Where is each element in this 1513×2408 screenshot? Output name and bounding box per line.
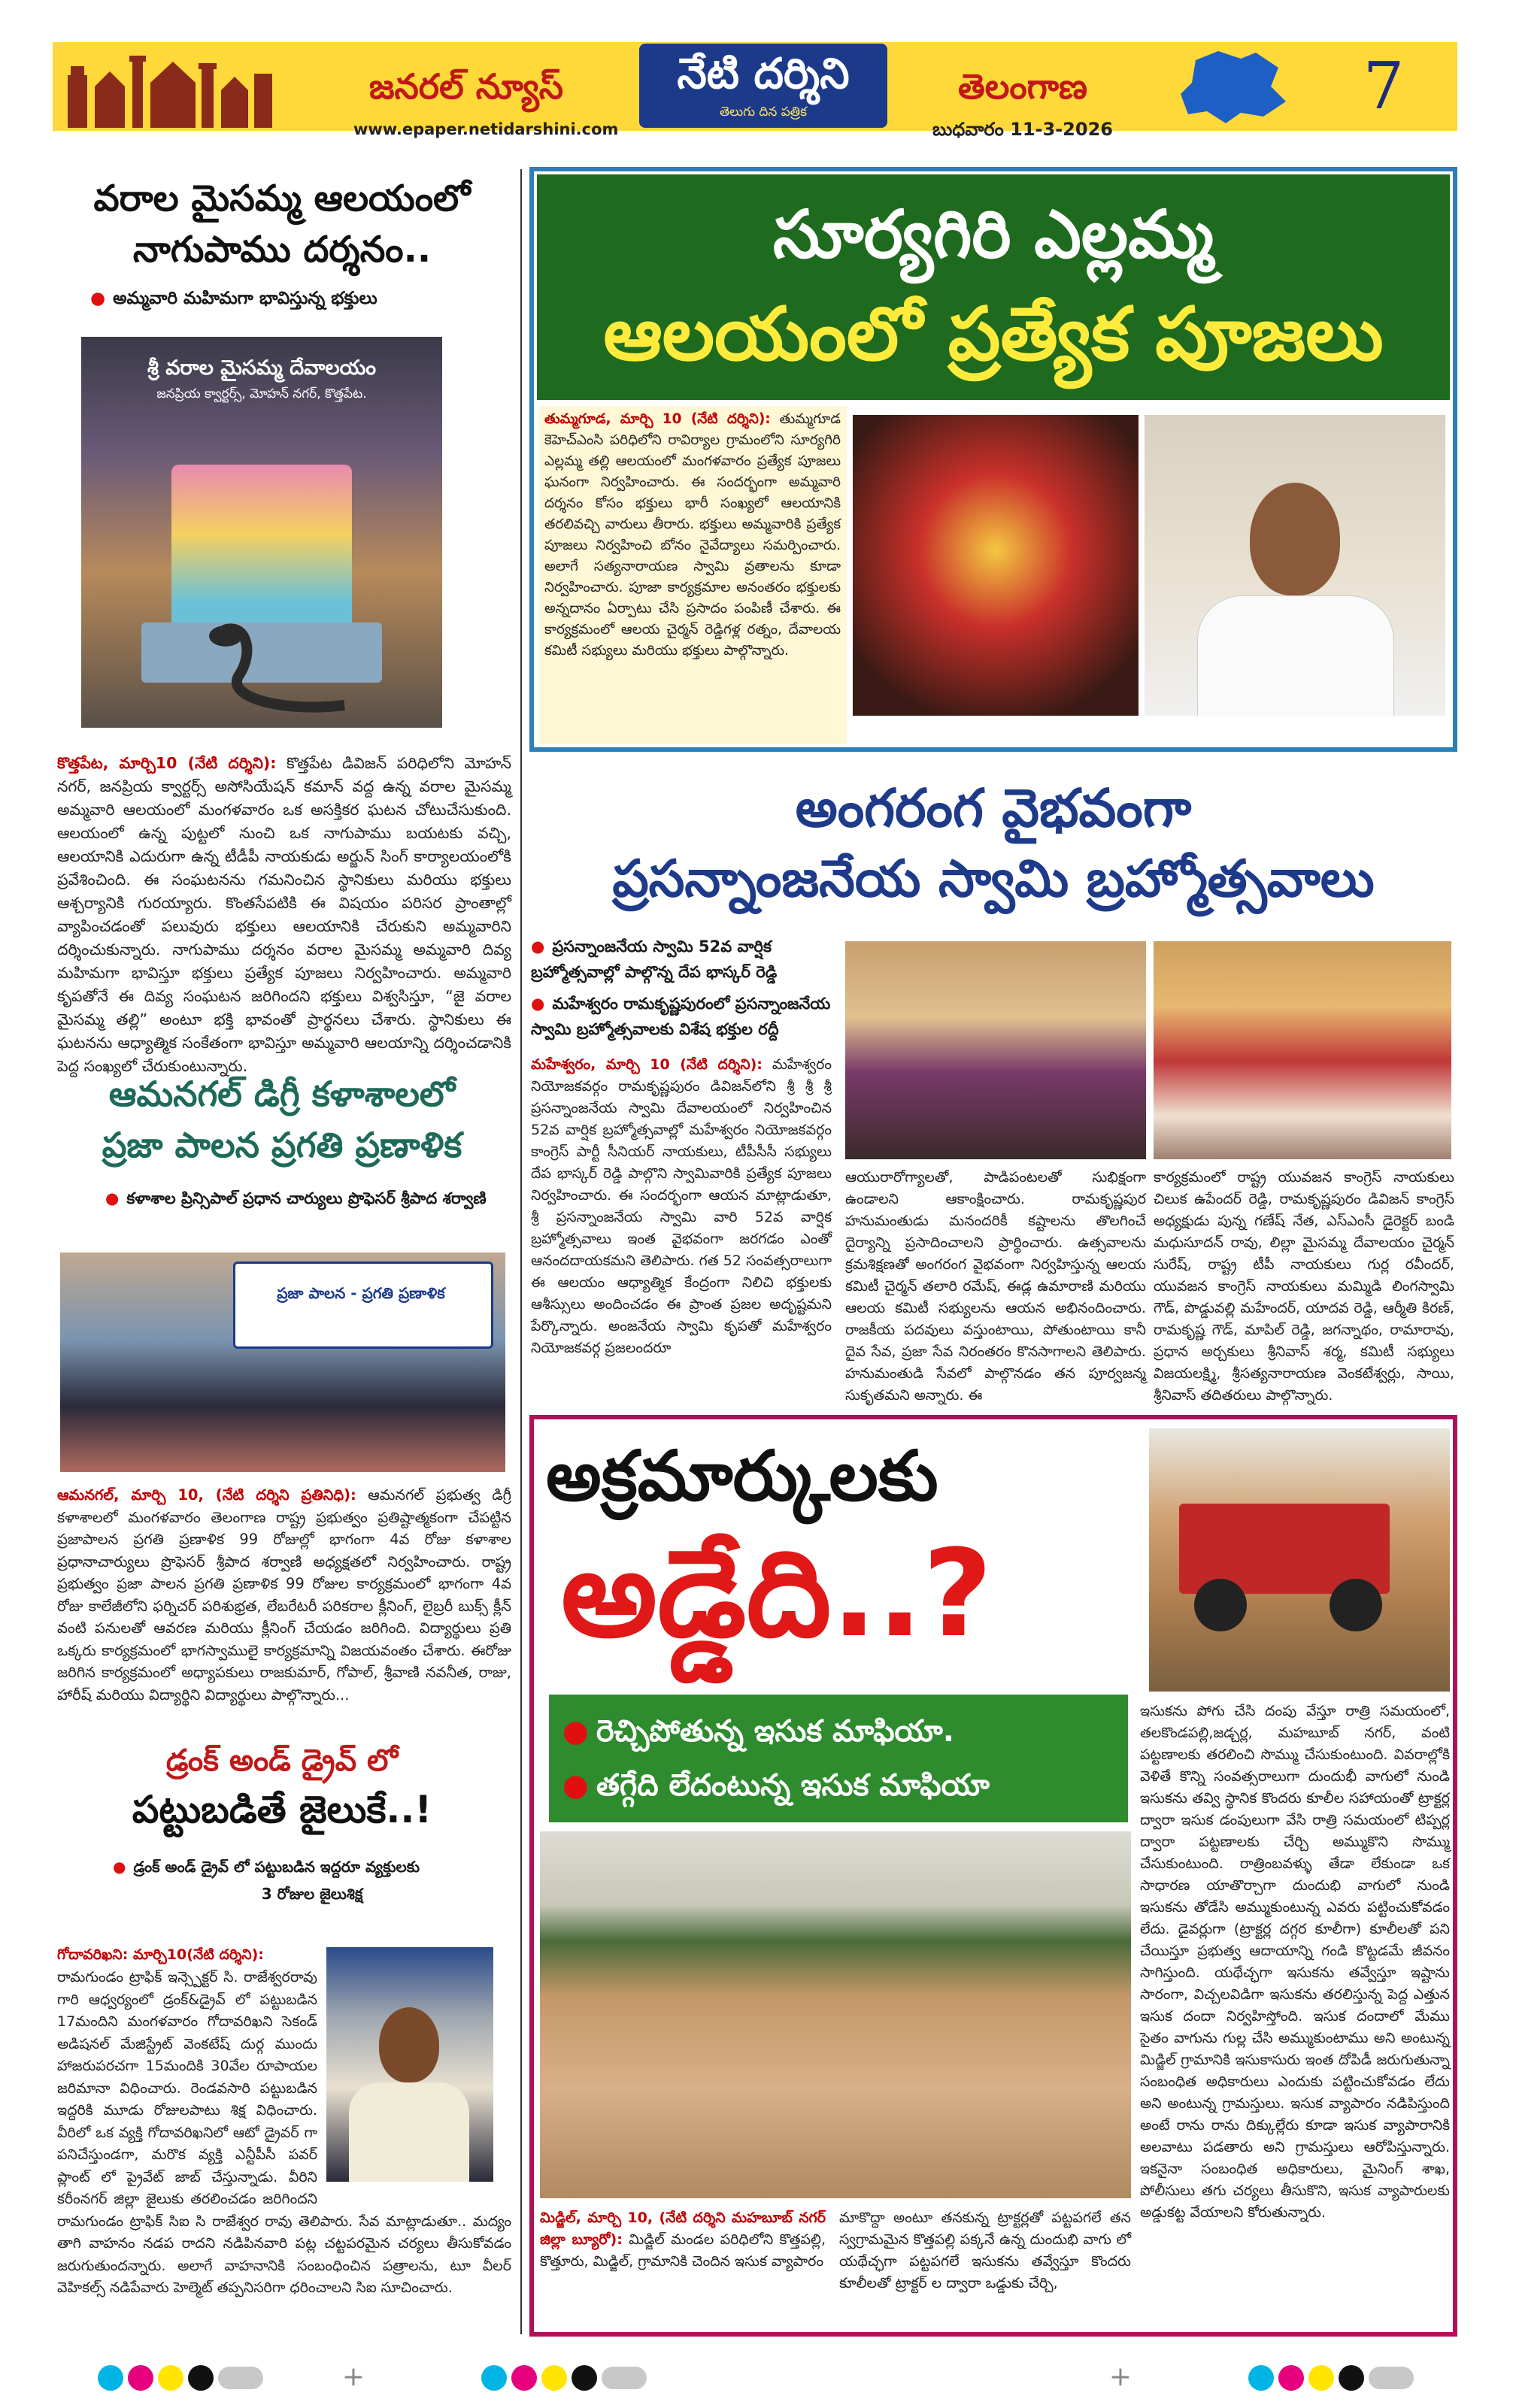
varala-photo-banner: శ్రీ వరాల మైసమ్మ దేవాలయం [147,356,377,380]
prasanna-headline-line2: ప్రసన్నాంజనేయ స్వామి బ్రహ్మోత్సవాలు [612,850,1375,909]
page-number: 7 [1363,49,1405,124]
varala-dateline: కొత్తపేట, మార్చి10 (నేటి దర్శిని): [57,754,277,772]
varala-article-body [57,752,511,1075]
suryagiri-idol-photo [853,415,1139,716]
prasanna-body-col1: మహేశ్వరం నియోజకవర్గం రామకృష్ణపురం డివిజన్‌లోని శ్రీ శ్రీ శ్రీ ప్రసన్నాంజనేయ స్వామి దేవాలయంలో నిర్వహించిన 52వ వార్షిక బ్రహ్మోత్సవాల్లో మహేశ్వరం నియోజకవర్గం కాంగ్రెస్ పార్టీ సీనియర్ నాయకులు, టీపీసీసీ సభ్యులు దేప భాస్కర్ రెడ్డి పాల్గొని స్వామివారికి ప్రత్యేక పూజలు నిర్వహించారు. ఈ సందర్భంగా ఆయన మాట్లాడుతూ, శ్రీ ప్రసన్నాంజనేయ స్వామి వారి 52వ వార్షిక బ్రహ్మోత్సవాలు ఇంత వైభవంగా జరగడం ఎంతో ఆనందదాయకమని తెలిపారు. గత 52 సంవత్సరాలుగా ఈ ఆలయం ఆధ్యాత్మిక కేంద్రంగా నిలిచి భక్తులకు ఆశీస్సులు అందించడం ఈ ప్రాంత ప్రజల అదృష్టమని పేర్కొన్నారు. అంజనేయ స్వామి కృపతో మహేశ్వరం నియోజకవర్గ ప్రజలందరూ [531,1056,832,1356]
amangal-photo-banner: ప్రజా పాలన - ప్రగతి ప్రణాళిక [277,1284,445,1302]
prasanna-bullet-2: ● మహేశ్వరం రామకృష్ణపురంలో ప్రసన్నాంజనేయ స్వామి బ్రహ్మోత్సవాలకు విశేష భక్తుల రద్దీ [531,991,832,1043]
section-general-news: జనరల్ న్యూస్ [368,66,564,107]
suryagiri-headline-line2: ఆలయంలో ప్రత్యేక పూజలు [603,292,1384,377]
varala-photo-banner-sub: జనప్రియ క్వార్టర్స్, మోహన్ నగర్, కొత్తపేట. [156,386,367,401]
website-url[interactable]: www.epaper.netidarshini.com [353,120,619,138]
sand-headline-line1: అక్రమార్కులకు [546,1436,938,1516]
sand-point-2: ● తగ్గేది లేదంటున్న ఇసుక మాఫియా [562,1759,1119,1812]
sand-article-col1 [540,2207,826,2328]
drunk-article-body [57,1967,511,2320]
amangal-bullet: ● కళాశాల ప్రిన్సిపాల్ ప్రధాన చార్యులు ప్రొఫెసర్ శ్రీపాద శర్వాణి [105,1185,511,1212]
suryagiri-body-text: తుమ్మగూడ కెహెచ్ఎంసి పరిధిలోని రావిర్యాల గ్రామంలోని సూర్యగిరి ఎల్లమ్మ తల్లి ఆలయంలో మంగళవారం ప్రత్యేక పూజలు ఘనంగా నిర్వహించారు. ఈ సందర్భంగా అమ్మవారి దర్శనం కోసం భక్తులు భారీ సంఖ్యలో ఆలయానికి తరలివచ్చి వారులు తీరారు. భక్తులు అమ్మవారికి ప్రత్యేక పూజలు నిర్వహించి బోనం నైవేద్యాలు సమర్పించారు. అలాగే సత్యనారాయణ స్వామి వ్రతాలను కూడా నిర్వహించారు. పూజా కార్యక్రమాల అనంతరం భక్తులకు అన్నదానం ఏర్పాటు చేసి ప్రసాదం పంపిణీ చేశారు. ఈ కార్యక్రమంలో ఆలయ చైర్మన్ రెడ్డిగళ్ల రత్నం, దేవాలయ కమిటీ సభ్యులు మరియు భక్తులు పాల్గొన్నారు. [544,411,841,659]
prasanna-body-col3: కార్యక్రమంలో రాష్ట్ర యువజన కాంగ్రెస్ నాయకులు చిలుక ఉపేందర్ రెడ్డి, రామకృష్ణపురం డివిజన్ కాంగ్రెస్ అధ్యక్షుడు పున్న గణేష్ నేత, ఎస్ఎంసీ డైరెక్టర్ బండి మధుసూదన్ రావు, లిల్లా మైసమ్మ దేవాలయం చైర్మన్ సురేష్, రాష్ట్ర టీపీ నాయకులు గుర్ల రవీందర్, యువజన కాంగ్రెస్ నాయకులు మమ్మిడి లింగస్వామి గౌడ్, పొడ్డువల్లి మహేందర్, యాదవ రెడ్డి, ఆర్మీతి కిరణ్, రామకృష్ణ గౌడ్, మాపిల్ రెడ్డి, జగన్నాథం, రామారావు, ప్రధాన అర్చకులు శ్రీనివాస్ శర్మ, కమిటీ సభ్యులు విజయలక్ష్మి, శ్రీసత్యనారాయణ వెంకటేశ్వర్లు, సాయి, శ్రీనివాస్ తదితరులు పాల్గొన్నారు. [1154,1169,1454,1404]
suryagiri-person-photo [1145,415,1445,716]
sand-body-col2: మాకొద్దా అంటూ తనకున్న ట్రాక్టర్లతో పట్టపగలే తన స్వగ్రామమైన కొత్తపల్లి పక్కనే ఉన్న దుందుభి వాగు లో యథేచ్ఛగా పట్టపగలే ఇసుకను తవ్వేస్తూ కొందరు కూలీలతో ట్రాక్టర్ ల ద్వారా ఒడ్డుకు చేర్చి, [839,2210,1131,2291]
amangal-article-body [57,1484,511,1717]
prasanna-headline-line1: అంగరంగ వైభవంగా [795,777,1192,839]
amangal-dateline: ఆమనగల్, మార్చి 10, (నేటి దర్శిని ప్రతినిధి): [57,1486,356,1504]
amangal-bullet-spacer [105,1212,511,1239]
crosshair-mark: + [1108,2361,1132,2392]
drunk-bullet: ● డ్రంక్ అండ్ డ్రైవ్ లో పట్టుబడిన ఇద్దరూ వ్యక్తులకు [113,1854,511,1879]
prasanna-event-photo-2 [1154,941,1451,1159]
sand-tractor-photo [1149,1428,1450,1692]
suryagiri-headline-line1: సూర్యగిరి ఎల్లమ్మ [773,195,1214,273]
telangana-map-icon [1166,45,1301,128]
prasanna-article-col1 [531,1054,832,1400]
sand-body-col3: ఇసుకను పోగు చేసి దంపు వేస్తూ రాత్రి సమయంలో, తలకొండపల్లి,జడ్చర్ల, మహబూబ్ నగర్, వంటి పట్టణాలకు తరలించి సొమ్ము చేసుకుంటుంది. వివరాల్లోకి వెళితే కొన్ని సంవత్సరాలుగా దుందుభీ వాగులో నుండి ఇసుకను తవ్వి స్థానిక కొందరు కూలీల సహాయంతో ట్రాక్టర్ల ద్వారా ఇసుక డంపులుగా వేసి రాత్రి సమయంలో టిప్పర్ల ద్వారా పట్టణాలకు చేర్చి అమ్ముకొని సొమ్ము చేసుకుంటుంది. రాత్రింబవళ్ళు తేడా లేకుండా ఒక సాధారణ యాతొర్చాగా దుందుభి వాగులో నుండి ఇసుకను తోడేసి అమ్ముకుంటున్న ఎవరు పట్టించుకోవడం లేదు. డైవర్లుగా (ట్రాక్టర్ల దగ్గర కూలీగా) కూలీలతో పని చేయిస్తూ ప్రభుత్వ ఆదాయాన్ని గండి కొట్టడమే జీవనం సాగిస్తుంది. యథేచ్ఛగా ఇసుకను తవ్వేస్తూ ఇష్టాను సారంగా, విచ్చలవిడిగా ఇసుకను తరలిస్తున్న పెద్ద ఎత్తున ఇసుక దందా నిర్వహిస్తోంది. ఇసుక దందాలో మేము సైతం వాగును గుల్ల చేసి అమ్ముకుంటాము అని అంటున్న మిడ్జిల్ గ్రామానికి ఇసుకాసురు ఇంత దోపిడీ జరుగుతున్నా సంబంధిత అధికారులు ఎందుకు పట్టించుకోవడం లేదు అని అంటున్న గ్రామస్తులు. ఇసుక వ్యాపారం నడిపిస్తుంది అంటే రాను రాను దిక్కుల్లేరు కూడా ఇసుక వ్యాపారానికి అలవాటు పడతారు అని గ్రామస్తులు ఆరోపిస్తున్నారు. ఇకనైనా సంబంధిత అధికారులు, మైనింగ్ శాఖ, పోలీసులు తగు చర్యలు తీసుకొని, ఇసుక వ్యాపారులకు అడ్డుకట్ట వేయాలని కోరుతున్నారు. [1140,1703,1450,2221]
prasanna-event-photo-1 [845,941,1146,1159]
prasanna-body-col2: ఆయురారోగ్యాలతో, పాడిపంటలతో సుభిక్షంగా ఉండాలని ఆకాంక్షించారు. రామకృష్ణపుర హనుమంతుడు మనందరికీ కష్టాలను తొలగించే దైర్యాన్ని ప్రసాదించాలని ప్రార్థించారు. ఉత్సవాలను క్రమశిక్షణతో అంగరంగ వైభవంగా నిర్వహిస్తున్న ఆలయ కమిటీ చైర్మన్ తలారి రమేష్, ఈడ్ల ఉమారాణి మరియు ఆలయ కమిటీ సభ్యులను ఆయన అభినందించారు. రాజకీయ పదవులు వస్తుంటాయి, పోతుంటాయి కానీ దైవ సేవ, ప్రజా సేవ నిరంతరం కొనసాగాలని తెలిపారు. హనుమంతుడి సేవలో పాల్గొనడం తన పూర్వజన్మ సుకృతమని అన్నారు. ఈ [845,1169,1146,1404]
registration-marks-left [98,2365,248,2392]
amangal-headline-line1: ఆమనగల్ డిగ్రీ కళాశాలలో [108,1074,456,1114]
drunk-bullet-line2: 3 రోజుల జైలుశిక్ష [261,1885,363,1903]
registration-marks-right [1248,2365,1429,2392]
drunk-headline-line2: పట్టుబడితే జైలుకే..! [132,1788,432,1831]
drunk-headline-line1: డ్రంక్ అండ్ డ్రైవ్ లో [165,1743,399,1778]
varala-body-text: కొత్తపేట డివిజన్ పరిధిలోని మోహన్ నగర్, జనప్రియ క్వార్టర్స్ అసోసియేషన్ కమాన్ వద్ద ఉన్న వరాల మైసమ్మ అమ్మవారి ఆలయంలో మంగళవారం ఒక అసక్తికర ఘటన చోటుచేసుకుంది. ఆలయంలో ఉన్న పుట్టలో నుంచి ఒక నాగుపాము బయటకు వచ్చి, ఆలయానికి ఎదురుగా ఉన్న టీడీపీ నాయకుడు అర్జున్ సింగ్ కార్యాలయంలోకి ప్రవేశించింది. ఈ సంఘటనను గమనించిన స్థానికులు మరియు భక్తులు ఆశ్చర్యానికి గురయ్యారు. కొంతసేపటికి ఈ విషయం పరిసర ప్రాంతాల్లో వ్యాపించడంతో పలువురు భక్తులు ఆలయానికి చేరుకుని అమ్మవారిని దర్శించుకున్నారు. నాగుపాము దర్శనం వరాల మైసమ్మ అమ్మవారి దివ్య మహిమగా భావిస్తూ భక్తులు ప్రత్యేక పూజలు నిర్వహించారు. అమ్మవారి కృపతోనే ఈ దివ్య సంఘటన జరిగిందని భక్తులు విశ్వసిస్తూ, “జై వరాల మైసమ్మ తల్లి” అంటూ భక్తి భావంతో ప్రార్థనలు చేశారు. స్థానికులు ఈ ఘటనను ఆధ్యాత్మిక సంకేతంగా భావిస్తూ అమ్మవారి ఆలయాన్ని దర్శించడానికి పెద్ద సంఖ్యలో చేరుకుంటున్నారు. [57,754,511,1075]
registration-marks-center [481,2365,662,2392]
prasanna-bullet-1: ● ప్రసన్నాంజనేయ స్వామి 52వ వార్షిక బ్రహ్మోత్సవాల్లో పాల్గొన్న దేప భాస్కర్ రెడ్డి [531,934,832,986]
suryagiri-article-body [538,406,847,744]
sand-dateline: మిడ్జిల్, మార్చి 10, (నేటి దర్శిని మహబూబ్ నగర్ జిల్లా బ్యూరో): [540,2210,826,2248]
drunk-body-text: రామగుండం ట్రాఫిక్ ఇన్స్పెక్టర్ సి. రాజేశ్వరరావు గారి ఆధ్వర్యంలో డ్రంక్&డ్రైవ్ లో పట్టుబడిన 17మందిని మంగళవారం గోదావరిఖని సెకండ్ అడిషనల్ మేజిస్ట్రేట్ వెంకటేష్ దుర్గ ముందు హాజరుపరచగా 15మందికి 30వేల రూపాయల జరిమానా విధించారు. రెండవసారి పట్టుబడిన ఇద్దరికి మూడు రోజులపాటు శిక్ష విధించారు. వీరిలో ఒక వ్యక్తి గోదావరిఖనిలో ఆటో డ్రైవర్ గా పనిచేస్తుండగా, మరొక వ్యక్తి ఎన్టీపీసీ పవర్ ప్లాంట్ లో ప్రైవేట్ జాబ్ చేస్తున్నాడు. వీరిని కరీంనగర్ జిల్లా జైలుకు తరలించడం జరిగిందని రామగుండం ట్రాఫిక్ సిఐ సి రాజేశ్వర రావు తెలిపారు. సేవ మాట్లాడుతూ.. మద్యం తాగి వాహనం నడప రాదని నడిపినవారి పట్ల చట్టపరమైన చర్యలు తీసుకోవడం జరుగుతుందన్నారు. అలాగే వాహనానికి సంబంధించిన పత్రాలను, టూ వీలర్ వెహికల్స్ నడిపేవారు హెల్మెట్ తప్పనిసరిగా ధరించాలని సిఐ సూచించారు. [57,1969,511,2296]
skyline-illustration [60,45,286,128]
photo-wrap-spacer [317,1967,511,2192]
sand-point-1: ● రెచ్చిపోతున్న ఇసుక మాఫియా. [562,1705,1119,1758]
suryagiri-dateline: తుమ్మగూడ, మార్చి 10 (నేటి దర్శిని): [544,411,771,427]
varala-headline-line1: వరాల మైసమ్మ ఆలయంలో [93,177,471,220]
amangal-body-text: ఆమనగల్ ప్రభుత్వ డిగ్రీ కళాశాలలో మంగళవారం తెలంగాణ రాష్ట్ర ప్రభుత్వం ప్రతిష్టాత్మకంగా చేపట్టిన ప్రజాపాలన ప్రగతి ప్రణాళిక 99 రోజుల్లో భాగంగా 4వ రోజు కళాశాల ప్రధానాచార్యులు ప్రొఫెసర్ శ్రీపాద శర్వాణి అధ్యక్షతలో నిర్వహించారు. రాష్ట్ర ప్రభుత్వం ప్రజా పాలన ప్రగతి ప్రణాళిక 99 రోజుల కార్యక్రమంలో భాగంగా 4వ రోజు కాలేజీలోని ఫర్నిచర్ పరిశుభ్రత, లేబరేటరీ పరికరాల క్లీనింగ్, లైబ్రరీ బుక్స్ క్లీన్ వంటి పనులతో ఆవరణ మరియు క్లీనింగ్ చేయడం జరిగింది. విద్యార్థులు ప్రతి ఒక్కరు కార్యక్రమంలో భాగస్వాములై కార్యక్రమాన్ని విజయవంతం చేశారు. ఈరోజు జరిగిన కార్యక్రమంలో అధ్యాపకులు రాజకుమార్, గోపాల్, శ్రీవాణి నవనీత, రాజు, హారీష్ మరియు విద్యార్థిని విద్యార్థులు పాల్గొన్నారు... [57,1486,511,1704]
drunk-dateline: గోదావరిఖని: మార్చి10(నేటి దర్శిని): [57,1946,264,1963]
logo-tagline: తెలుగు దిన పత్రిక [720,104,807,120]
amangal-headline-line2: ప్రజా పాలన ప్రగతి ప్రణాళిక [102,1125,462,1165]
sand-body-col1: మిడ్జిల్ మండల పరిధిలోని కొత్తపల్లి, కొత్తూరు, మిడ్జిల్, గ్రామానికి చెందిన ఇసుక వ్యాపారం [540,2231,826,2270]
sand-dunes-photo [540,1831,1131,2198]
prasanna-dateline: మహేశ్వరం, మార్చి 10 (నేటి దర్శిని): [531,1056,763,1073]
varala-bullet: ● అమ్మవారి మహిమగా భావిస్తున్న భక్తులు [90,286,511,311]
issue-date: బుధవారం 11-3-2026 [932,119,1113,140]
crosshair-mark: + [341,2361,365,2392]
logo-text: నేటి దర్శిని [677,49,850,98]
column-divider [520,169,522,2334]
cobra-icon [194,622,374,728]
sand-headline-line2: అడ్డేది..? [561,1523,993,1664]
section-telangana: తెలంగాణ [957,66,1088,107]
varala-headline-line2: నాగుపాము దర్శనం.. [132,229,432,271]
